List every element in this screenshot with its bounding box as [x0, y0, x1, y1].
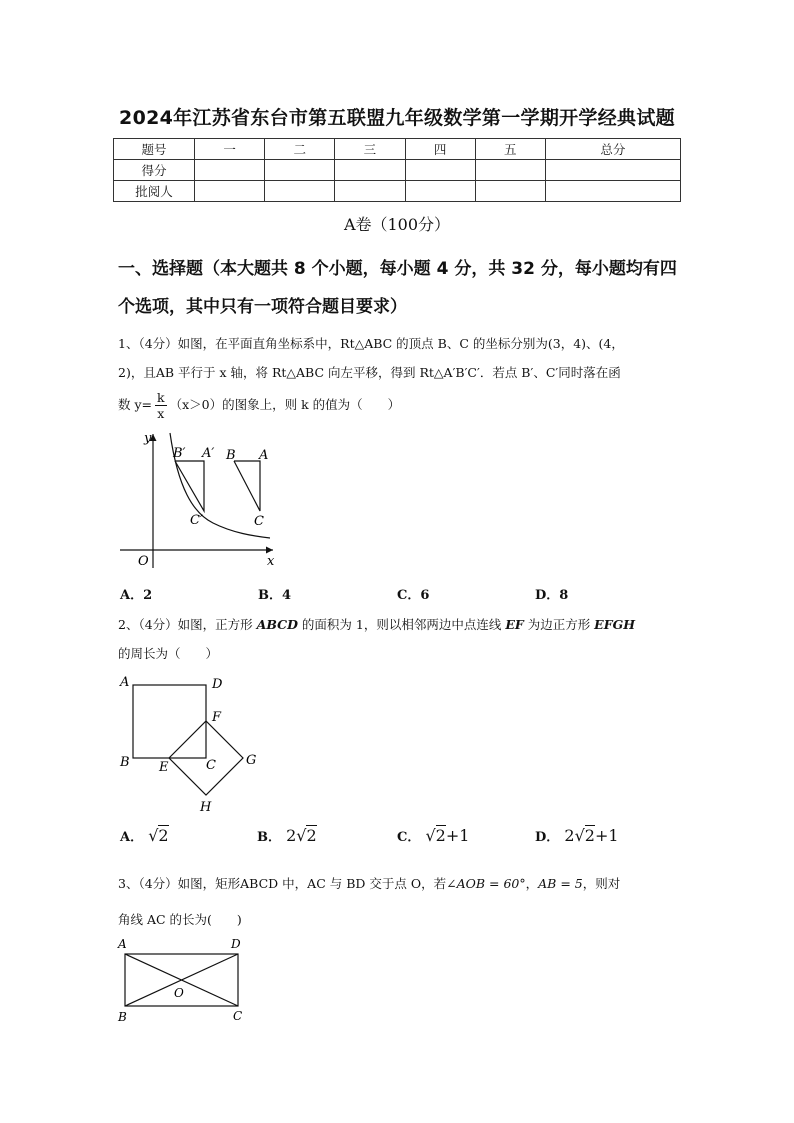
question-1-line3-pre: 数 y= — [118, 397, 153, 412]
option-radicand: 2 — [584, 826, 595, 845]
grader-input-cell[interactable] — [405, 181, 475, 202]
question-1-line — [118, 387, 684, 423]
table-cell: 五 — [475, 139, 545, 160]
table-cell: 二 — [265, 139, 335, 160]
q3-text-segment: 3、（4分）如图，矩形ABCD 中，AC 与 BD 交于点 O，若 — [118, 876, 447, 891]
score-input-cell[interactable] — [405, 160, 475, 181]
q2-option-c[interactable] — [397, 826, 469, 845]
section-1-heading: 一、选择题（本大题共 8 个小题，每小题 4 分，共 32 分，每小题均有四个选项，其中只有一项符合题目要求） — [118, 259, 677, 317]
square-abcd — [133, 685, 206, 758]
y-axis-label: y — [144, 431, 152, 446]
point-label-b: B — [226, 448, 236, 463]
option-radicand: 2 — [158, 826, 169, 845]
question-1-line: 2)，且AB 平行于 x 轴，将 Rt△ABC 向左平移，得到 Rt△A′B′C′．若点 B′、C′同时落在函 — [118, 365, 621, 380]
table-cell: 三 — [335, 139, 405, 160]
origin-label: O — [138, 554, 149, 569]
table-row — [114, 139, 681, 160]
section-a-heading: A卷（100分） — [343, 215, 451, 234]
triangle-abc — [234, 461, 260, 511]
fraction — [155, 390, 167, 421]
q1-option-d[interactable]: D．8 — [535, 588, 569, 603]
q2-option-b[interactable] — [257, 826, 317, 845]
option-tail: +1 — [594, 826, 619, 845]
option-radicand: 2 — [435, 826, 446, 845]
q3-math-ab: AB = 5 — [538, 876, 583, 891]
question-2-line: 的周长为（ ） — [118, 646, 219, 661]
q1-option-b[interactable]: B．4 — [258, 588, 292, 603]
q2-option-a[interactable] — [120, 826, 169, 845]
table-cell: 一 — [195, 139, 265, 160]
question-1-line: 1、（4分）如图，在平面直角坐标系中，Rt△ABC 的顶点 B、C 的坐标分别为(3，4)、(4， — [118, 336, 624, 351]
q1-option-c[interactable]: C．6 — [397, 588, 430, 603]
point-label-c: C — [233, 1009, 243, 1023]
point-label-o: O — [174, 986, 184, 1000]
score-table — [113, 138, 681, 202]
score-input-cell[interactable] — [195, 160, 265, 181]
point-label-a1: A′ — [202, 446, 215, 461]
option-letter: C． — [397, 830, 421, 845]
question-2-line — [118, 610, 684, 639]
q3-text-segment: ，则对 — [582, 876, 621, 891]
point-label-f: F — [212, 710, 222, 725]
point-label-c: C — [206, 758, 216, 773]
table-cell: 题号 — [114, 139, 195, 160]
table-cell: 得分 — [114, 160, 195, 181]
point-label-a: A — [118, 937, 127, 951]
grader-input-cell[interactable] — [195, 181, 265, 202]
grader-input-cell[interactable] — [545, 181, 680, 202]
score-input-cell[interactable] — [545, 160, 680, 181]
score-input-cell[interactable] — [265, 160, 335, 181]
q2-option-d[interactable] — [535, 826, 619, 845]
question-1-line3-post: （x＞0）的图象上，则 k 的值为（ ） — [169, 397, 401, 412]
point-label-g: G — [246, 753, 257, 768]
fraction-denominator: x — [157, 406, 165, 421]
point-label-b: B — [120, 755, 130, 770]
question-3-figure — [116, 936, 256, 1028]
q2-math-abcd: ABCD — [256, 617, 298, 632]
question-2-figure — [116, 674, 266, 820]
point-label-c1: C′ — [190, 513, 203, 528]
point-label-e: E — [159, 760, 169, 775]
x-axis-label: x — [267, 554, 275, 569]
table-cell: 批阅人 — [114, 181, 195, 202]
q2-math-ef: EF — [505, 617, 524, 632]
table-cell: 四 — [405, 139, 475, 160]
q2-text-segment: 为边正方形 — [523, 617, 595, 632]
sqrt-icon: √ — [574, 826, 585, 845]
question-1-text — [118, 329, 684, 423]
question-1-figure — [118, 428, 283, 573]
point-label-h: H — [200, 800, 212, 815]
option-coef: 2 — [286, 826, 297, 845]
question-3-line — [118, 866, 684, 902]
grader-input-cell[interactable] — [265, 181, 335, 202]
table-row — [114, 160, 681, 181]
sqrt-icon: √ — [425, 826, 436, 845]
table-row — [114, 181, 681, 202]
grader-input-cell[interactable] — [335, 181, 405, 202]
q2-text-segment: 的面积为 1，则以相邻两边中点连线 — [297, 617, 506, 632]
sqrt-icon: √ — [148, 826, 159, 845]
question-3-text — [118, 866, 684, 938]
score-input-cell[interactable] — [335, 160, 405, 181]
grader-input-cell[interactable] — [475, 181, 545, 202]
point-label-b: B — [118, 1010, 127, 1024]
point-label-a: A — [120, 675, 130, 690]
q3-text-segment: ， — [525, 876, 539, 891]
q3-math-angle: ∠AOB = 60° — [446, 876, 526, 891]
option-tail: +1 — [445, 826, 470, 845]
option-letter: A． — [120, 830, 144, 845]
option-coef: 2 — [564, 826, 575, 845]
fraction-numerator: k — [157, 390, 165, 405]
q1-option-a[interactable]: A．2 — [120, 588, 153, 603]
question-3-line: 角线 AC 的长为( ) — [118, 912, 242, 927]
sqrt-icon: √ — [296, 826, 307, 845]
point-label-a: A — [259, 448, 269, 463]
q2-text-segment: 2、（4分）如图，正方形 — [118, 617, 257, 632]
q2-options — [120, 826, 680, 852]
option-letter: D． — [535, 830, 560, 845]
q2-math-efgh: EFGH — [594, 617, 636, 632]
option-radicand: 2 — [306, 826, 317, 845]
triangle-a1b1c1 — [175, 461, 204, 511]
point-label-b1: B′ — [173, 446, 186, 461]
table-cell: 总分 — [545, 139, 680, 160]
point-label-d: D — [212, 677, 223, 692]
point-label-d: D — [231, 937, 241, 951]
option-letter: B． — [257, 830, 281, 845]
score-input-cell[interactable] — [475, 160, 545, 181]
point-label-c: C — [254, 514, 264, 529]
page-title: 2024年江苏省东台市第五联盟九年级数学第一学期开学经典试题 — [119, 107, 675, 129]
question-2-text — [118, 610, 684, 668]
